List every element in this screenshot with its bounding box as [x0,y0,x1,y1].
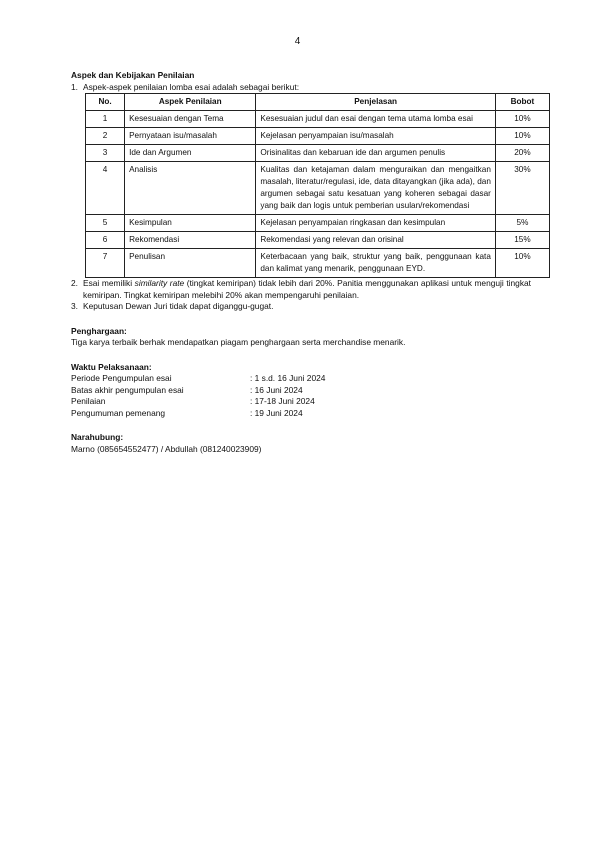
cell-weight: 20% [495,145,549,162]
contact-text: Marno (085654552477) / Abdullah (081240023909) [71,443,262,454]
cell-aspect: Ide dan Argumen [125,145,256,162]
cell-description: Kejelasan penyampaian isu/masalah [256,128,496,145]
table-header-row [86,94,550,111]
timeline-title: Waktu Pelaksanaan: [71,361,152,372]
cell-weight: 5% [495,215,549,232]
cell-weight: 30% [495,162,549,215]
timeline-label: Penilaian [71,396,106,406]
cell-no: 2 [86,128,125,145]
timeline-label: Pengumuman pemenang [71,407,166,418]
page-number: 4 [294,36,301,47]
italic-term: similarity rate [134,278,185,288]
assessment-table [85,93,550,278]
timeline-value: : 16 Juni 2024 [250,384,303,395]
cell-no: 4 [86,162,125,215]
cell-aspect: Kesesuaian dengan Tema [125,111,256,128]
cell-no: 1 [86,111,125,128]
header-aspect: Aspek Penilaian [125,94,256,111]
text-segment: (tingkat kemiripan) tidak lebih dari 20%. Panitia menggunakan aplikasi untuk menguji tingkat kemiripan. Tingkat kemiripan melebihi 20% akan mempengaruhi penilaian. [83,278,532,300]
list-text [83,278,531,301]
cell-description: Rekomendasi yang relevan dan orisinal [256,232,496,249]
list-item [71,278,531,301]
cell-no: 7 [86,249,125,278]
cell-weight: 10% [495,111,549,128]
header-no: No. [86,94,125,111]
table-row [86,111,550,128]
cell-aspect: Kesimpulan [125,215,256,232]
timeline-value: : 1 s.d. 16 Juni 2024 [250,373,326,383]
cell-description: Orisinalitas dan kebaruan ide dan argumen penulis [256,145,496,162]
cell-aspect: Analisis [125,162,256,215]
cell-description: Kesesuaian judul dan esai dengan tema utama lomba esai [256,111,496,128]
cell-weight: 15% [495,232,549,249]
document-body [71,70,535,455]
table-row [86,249,550,278]
table-row [86,162,550,215]
text-segment: Esai memiliki [83,278,135,288]
timeline-value: : 17-18 Juni 2024 [250,396,315,406]
timeline-row [71,373,531,385]
list-number: 1. [71,81,78,92]
cell-no: 6 [86,232,125,249]
table-row [86,145,550,162]
award-text: Tiga karya terbaik berhak mendapatkan piagam penghargaan serta merchandise menarik. [71,337,406,347]
list-text: Aspek-aspek penilaian lomba esai adalah sebagai berikut: [83,81,300,92]
list-number: 2. [71,278,78,288]
list-item [71,301,531,313]
cell-weight: 10% [495,128,549,145]
timeline-row [71,408,531,420]
cell-no: 5 [86,215,125,232]
table-row [86,215,550,232]
table-row [86,128,550,145]
contact-title: Narahubung: [71,432,124,442]
cell-aspect: Rekomendasi [125,232,256,249]
cell-no: 3 [86,145,125,162]
timeline-row [71,396,531,408]
award-title: Penghargaan: [71,325,127,336]
cell-aspect: Penulisan [125,249,256,278]
header-weight: Bobot [495,94,549,111]
table-row [86,232,550,249]
timeline-label: Periode Pengumpulan esai [71,373,172,383]
cell-aspect: Pernyataan isu/masalah [125,128,256,145]
timeline-label: Batas akhir pengumpulan esai [71,384,184,395]
cell-description: Kualitas dan ketajaman dalam menguraikan dan mengaitkan masalah, literatur/regulasi, ide, data ditayangkan (jika ada), dan argumen sebagai satu kesatuan yang koheren sebagai dasar yang baik dan logis untuk pemberian usulan/rekomendasi [256,162,496,215]
section-title: Aspek dan Kebijakan Penilaian [71,70,195,80]
timeline-row [71,385,531,397]
header-description: Penjelasan [256,94,496,111]
list-text: Keputusan Dewan Juri tidak dapat diganggu-gugat. [83,301,274,311]
cell-weight: 10% [495,249,549,278]
timeline-value: : 19 Juni 2024 [250,407,303,418]
cell-description: Keterbacaan yang baik, struktur yang baik, penggunaan kata dan kalimat yang menarik, penggunaan EYD. [256,249,496,278]
cell-description: Kejelasan penyampaian ringkasan dan kesimpulan [256,215,496,232]
list-number: 3. [71,301,78,311]
list-item [71,82,531,94]
